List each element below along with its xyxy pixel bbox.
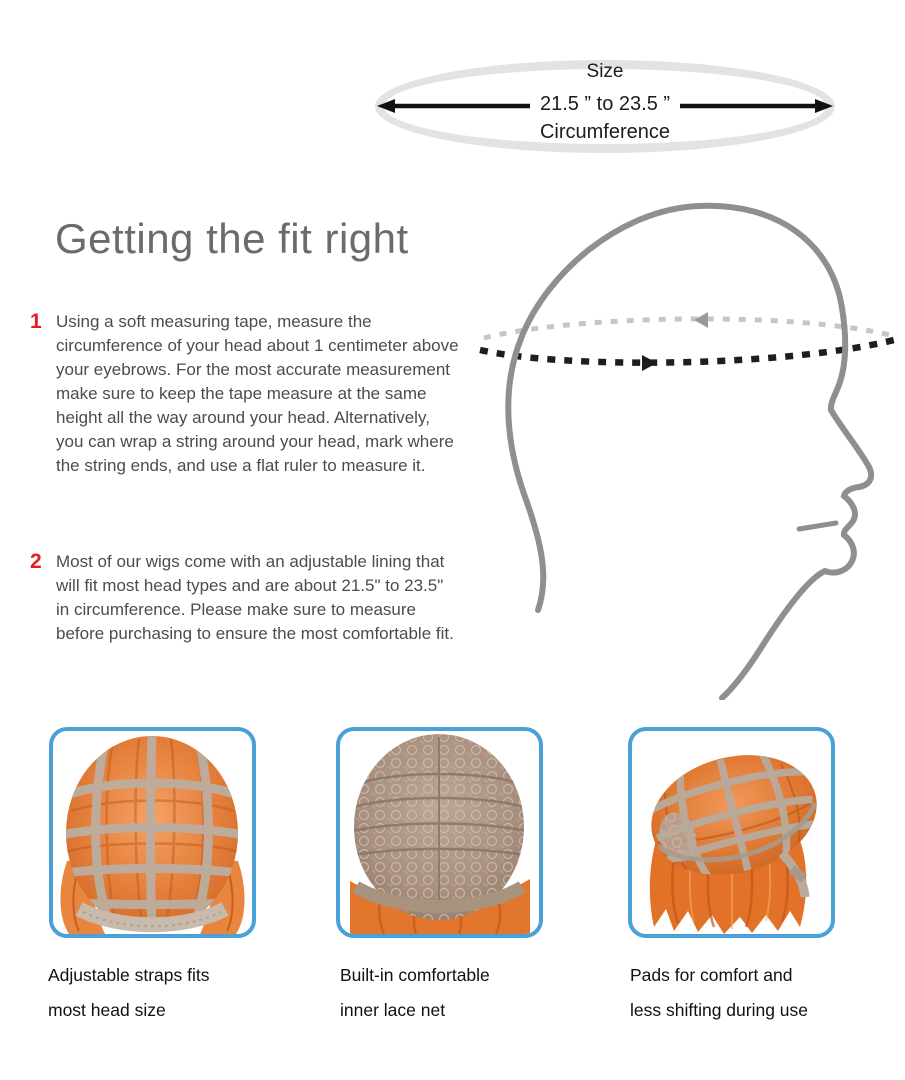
size-circumference-diagram xyxy=(375,60,835,153)
mouth-line xyxy=(799,523,836,529)
size-label: Size xyxy=(586,61,624,82)
wig-cap-side-pads-photo xyxy=(632,731,831,934)
tape-back-dotted-line xyxy=(484,319,894,338)
caption-pads xyxy=(630,958,808,1028)
feature-card-straps xyxy=(49,727,256,938)
head-outline xyxy=(508,206,871,698)
tape-arrow-right-icon xyxy=(642,355,657,371)
circumference-label: Circumference xyxy=(539,121,671,143)
caption-line: most head size xyxy=(48,1000,166,1020)
tape-front-dotted-line xyxy=(480,340,894,363)
wig-cap-lace-net-photo xyxy=(340,731,539,934)
instruction-step-2 xyxy=(30,550,460,646)
feature-card-pads xyxy=(628,727,835,938)
caption-line: less shifting during use xyxy=(630,1000,809,1020)
step-number: 1 xyxy=(30,310,42,333)
step-number: 2 xyxy=(30,550,42,573)
caption-line: Adjustable straps fits xyxy=(48,965,210,985)
feature-card-lace-net xyxy=(336,727,543,938)
step-text: Using a soft measuring tape, measure the circumference of your head about 1 centimeter above your eyebrows. For the most accurate measurement make sure to keep the tape measure at the same height all the way around your head. Alternatively, you can wrap a string around your head, mark where the string ends, and use a flat ruler to measure it. xyxy=(56,312,459,475)
caption-line: Pads for comfort and xyxy=(630,965,793,985)
instruction-step-1 xyxy=(30,310,460,478)
head-profile-figure xyxy=(470,180,905,700)
caption-line: inner lace net xyxy=(340,1000,446,1020)
size-range-value: 21.5 ” to 23.5 ” xyxy=(375,93,835,116)
caption-adjustable-straps xyxy=(48,958,209,1028)
page-title: Getting the fit right xyxy=(55,215,409,262)
caption-lace-net xyxy=(340,958,490,1028)
wig-cap-top-straps-photo xyxy=(53,731,252,934)
step-text: Most of our wigs come with an adjustable lining that will fit most head types and are about 21.5" to 23.5" in circumference. Please make sure to measure before purchasing to ensure the most comfortable fit. xyxy=(56,552,454,643)
tape-arrow-left-icon xyxy=(694,312,708,328)
head-measure-illustration xyxy=(470,180,905,700)
caption-line: Built-in comfortable xyxy=(340,965,490,985)
